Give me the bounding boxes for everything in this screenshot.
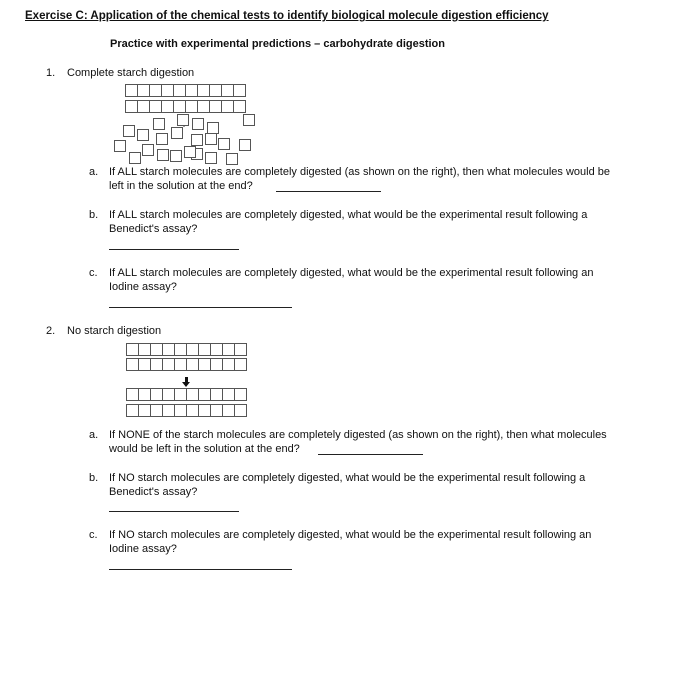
glucose-unit xyxy=(234,343,247,356)
glucose-molecule xyxy=(137,129,149,141)
glucose-molecule xyxy=(170,150,182,162)
q2b-answer-line[interactable] xyxy=(109,511,239,512)
q1b-text: Benedict's assay? xyxy=(109,223,198,235)
q1b-label: b. xyxy=(89,209,99,221)
starch-chain xyxy=(126,388,246,401)
glucose-molecule xyxy=(205,152,217,164)
q1a-text: left in the solution at the end? xyxy=(109,180,253,192)
glucose-molecule xyxy=(142,144,154,156)
q2a-label: a. xyxy=(89,429,99,441)
q2b-text: Benedict's assay? xyxy=(109,486,198,498)
q1-heading: Complete starch digestion xyxy=(67,67,195,79)
glucose-molecule xyxy=(191,134,203,146)
q2c-label: c. xyxy=(89,529,98,541)
glucose-molecule xyxy=(177,114,189,126)
glucose-molecule xyxy=(218,138,230,150)
glucose-molecule xyxy=(156,133,168,145)
glucose-molecule xyxy=(171,127,183,139)
starch-chain xyxy=(126,358,246,371)
starch-chain xyxy=(125,84,245,97)
glucose-molecule xyxy=(205,133,217,145)
q2-heading: No starch digestion xyxy=(67,325,162,337)
starch-chain xyxy=(126,404,246,417)
q2a-answer-line[interactable] xyxy=(318,454,423,455)
glucose-molecule xyxy=(192,118,204,130)
q1c-text: Iodine assay? xyxy=(109,281,177,293)
section-subtitle: Practice with experimental predictions – carbohydrate digestion xyxy=(110,38,445,50)
glucose-molecule xyxy=(114,140,126,152)
glucose-unit xyxy=(234,388,247,401)
q2b-label: b. xyxy=(89,472,99,484)
exercise-title: Exercise C: Application of the chemical tests to identify biological molecule digestion efficiency xyxy=(25,10,549,22)
q1b-answer-line[interactable] xyxy=(109,249,239,250)
q2a-text: would be left in the solution at the end? xyxy=(109,443,300,455)
glucose-unit xyxy=(233,100,246,113)
q2-number: 2. xyxy=(46,325,56,337)
glucose-molecule xyxy=(226,153,238,165)
glucose-molecule xyxy=(239,139,251,151)
q2c-text: Iodine assay? xyxy=(109,543,177,555)
q1-number: 1. xyxy=(46,67,56,79)
glucose-molecule xyxy=(184,146,196,158)
q1c-label: c. xyxy=(89,267,98,279)
starch-chain xyxy=(126,343,246,356)
glucose-molecule xyxy=(157,149,169,161)
glucose-molecule xyxy=(243,114,255,126)
q1b-text: If ALL starch molecules are completely digested, what would be the experimental result following a xyxy=(109,209,588,221)
q1c-text: If ALL starch molecules are completely digested, what would be the experimental result following an xyxy=(109,267,594,279)
glucose-unit xyxy=(234,404,247,417)
q1a-text: If ALL starch molecules are completely digested (as shown on the right), then what molecules would be xyxy=(109,166,610,178)
q2b-text: If NO starch molecules are completely digested, what would be the experimental result following a xyxy=(109,472,586,484)
q1a-label: a. xyxy=(89,166,99,178)
glucose-molecule xyxy=(129,152,141,164)
q2a-text: If NONE of the starch molecules are completely digested (as shown on the right), then what molecules xyxy=(109,429,607,441)
glucose-molecule xyxy=(153,118,165,130)
q1c-answer-line[interactable] xyxy=(109,307,292,308)
q1a-answer-line[interactable] xyxy=(276,191,381,192)
starch-chain xyxy=(125,100,245,113)
glucose-unit xyxy=(233,84,246,97)
glucose-unit xyxy=(234,358,247,371)
q2c-text: If NO starch molecules are completely digested, what would be the experimental result following an xyxy=(109,529,592,541)
glucose-molecule xyxy=(123,125,135,137)
q2c-answer-line[interactable] xyxy=(109,569,292,570)
